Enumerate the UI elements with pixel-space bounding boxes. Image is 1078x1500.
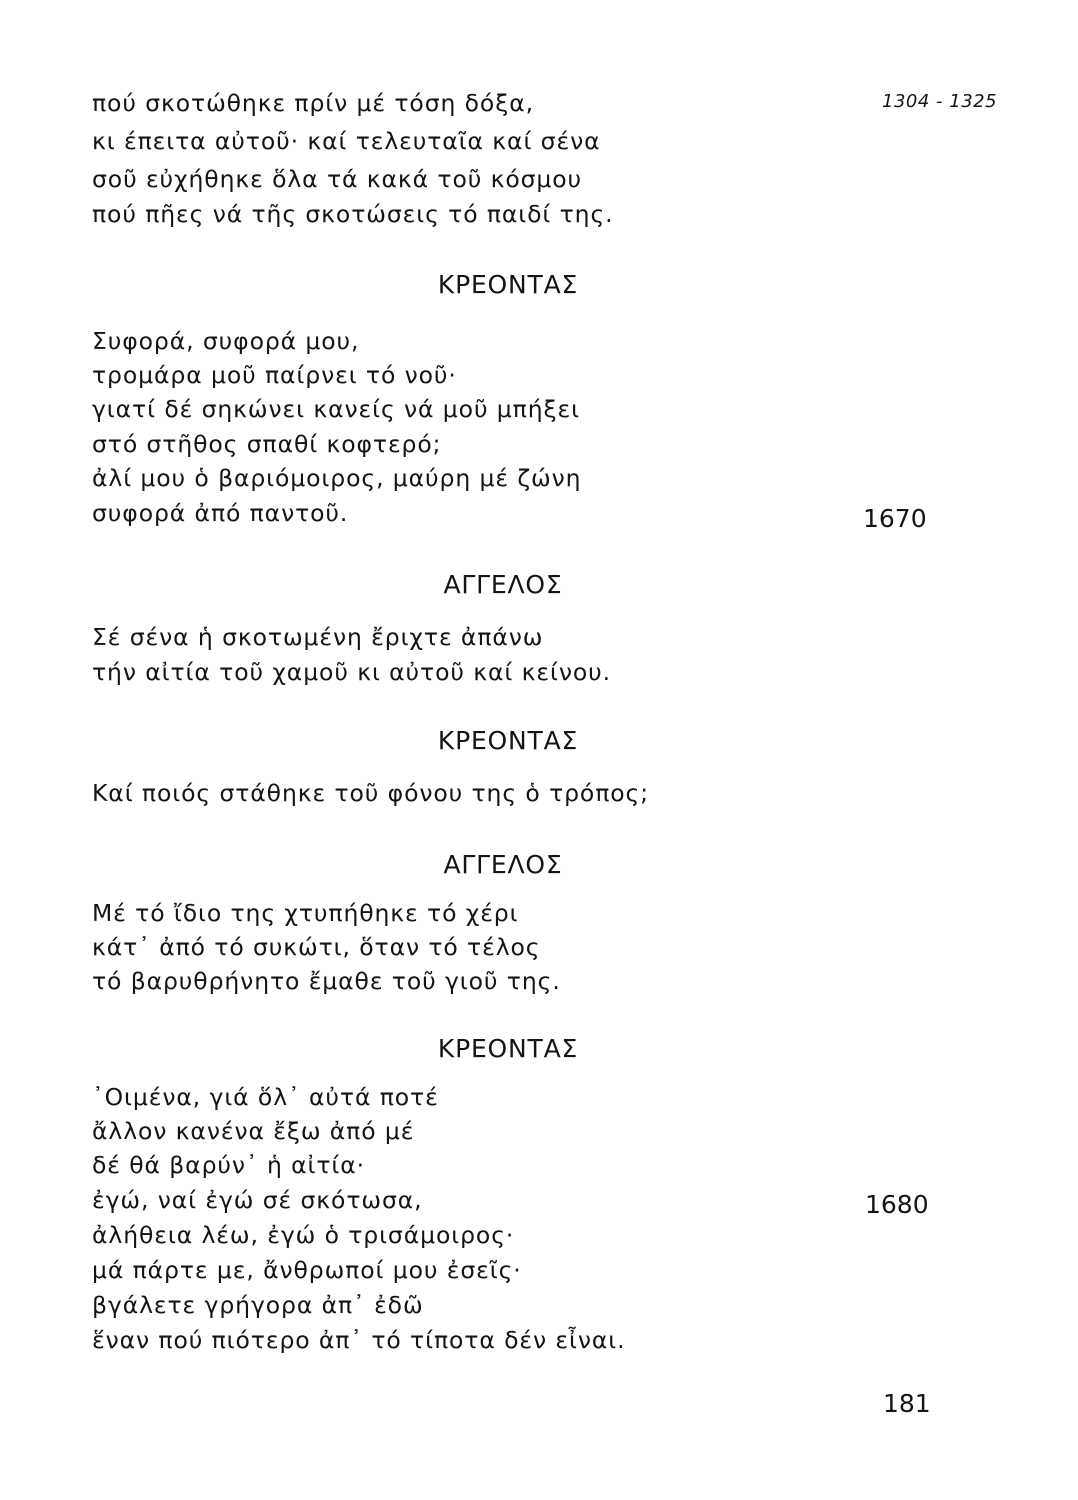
verse-line: κάτ᾽ ἀπό τό συκώτι, ὅταν τό τέλος [92, 933, 541, 961]
verse-line: γιατί δέ σηκώνει κανείς νά μοῦ μπήξει [92, 395, 580, 423]
verse-line: ἐγώ, ναί ἐγώ σέ σκότωσα, [92, 1186, 423, 1214]
verse-line: βγάλετε γρήγορα ἀπ᾽ ἐδῶ [92, 1291, 424, 1319]
verse-line: δέ θά βαρύν᾽ ἡ αἰτία· [92, 1151, 366, 1179]
verse-line: κι έπειτα αὐτοῦ· καί τελευταῖα καί σένα [92, 127, 601, 155]
verse-line: πού πῆες νά τῆς σκοτώσεις τό παιδί της. [92, 200, 614, 228]
verse-line: Καί ποιός στάθηκε τοῦ φόνου της ὁ τρόπος; [92, 779, 650, 807]
verse-line: τήν αἰτία τοῦ χαμοῦ κι αὐτοῦ καί κείνου. [92, 658, 611, 686]
verse-line: τό βαρυθρήνητο ἔμαθε τοῦ γιοῦ της. [92, 967, 561, 995]
line-range-header: 1304 - 1325 [882, 91, 998, 112]
verse-line: συφορά ἀπό παντοῦ. [92, 499, 349, 527]
verse-line: Συφορά, συφορά μου, [92, 327, 360, 355]
verse-line: πού σκοτώθηκε πρίν μέ τόση δόξα, [92, 89, 534, 117]
line-number: 1680 [865, 1190, 929, 1219]
speaker-name: ΚΡΕΟΝΤΑΣ [437, 1034, 579, 1063]
verse-line: μά πάρτε με, ἄνθρωποί μου ἐσεῖς· [92, 1256, 522, 1284]
speaker-name: ΚΡΕΟΝΤΑΣ [437, 726, 579, 755]
verse-line: ἄλλον κανένα ἔξω ἀπό μέ [92, 1117, 415, 1145]
verse-line: τρομάρα μοῦ παίρνει τό νοῦ· [92, 361, 457, 389]
verse-line: Μέ τό ἴδιο της χτυπήθηκε τό χέρι [92, 899, 519, 927]
verse-line: ἀλί μου ὁ βαριόμοιρος, μαύρη μέ ζώνη [92, 464, 582, 492]
speaker-name: ΑΓΓΕΛΟΣ [443, 570, 563, 599]
verse-line: στό στῆθος σπαθί κοφτερό; [92, 430, 442, 458]
speaker-name: ΑΓΓΕΛΟΣ [443, 850, 563, 879]
line-number: 1670 [863, 504, 927, 533]
page-number: 181 [883, 1389, 931, 1418]
speaker-name: ΚΡΕΟΝΤΑΣ [437, 270, 579, 299]
verse-line: ᾽Οιμένα, γιά ὅλ᾽ αὐτά ποτέ [92, 1083, 439, 1111]
verse-line: ἀλήθεια λέω, ἐγώ ὁ τρισάμοιρος· [92, 1221, 515, 1249]
verse-line: Σέ σένα ἡ σκοτωμένη ἔριχτε ἀπάνω [92, 623, 544, 651]
verse-line: ἕναν πού πιότερο ἀπ᾽ τό τίποτα δέν εἶναι. [92, 1326, 626, 1354]
verse-line: σοῦ εὐχήθηκε ὅλα τά κακά τοῦ κόσμου [92, 165, 583, 193]
